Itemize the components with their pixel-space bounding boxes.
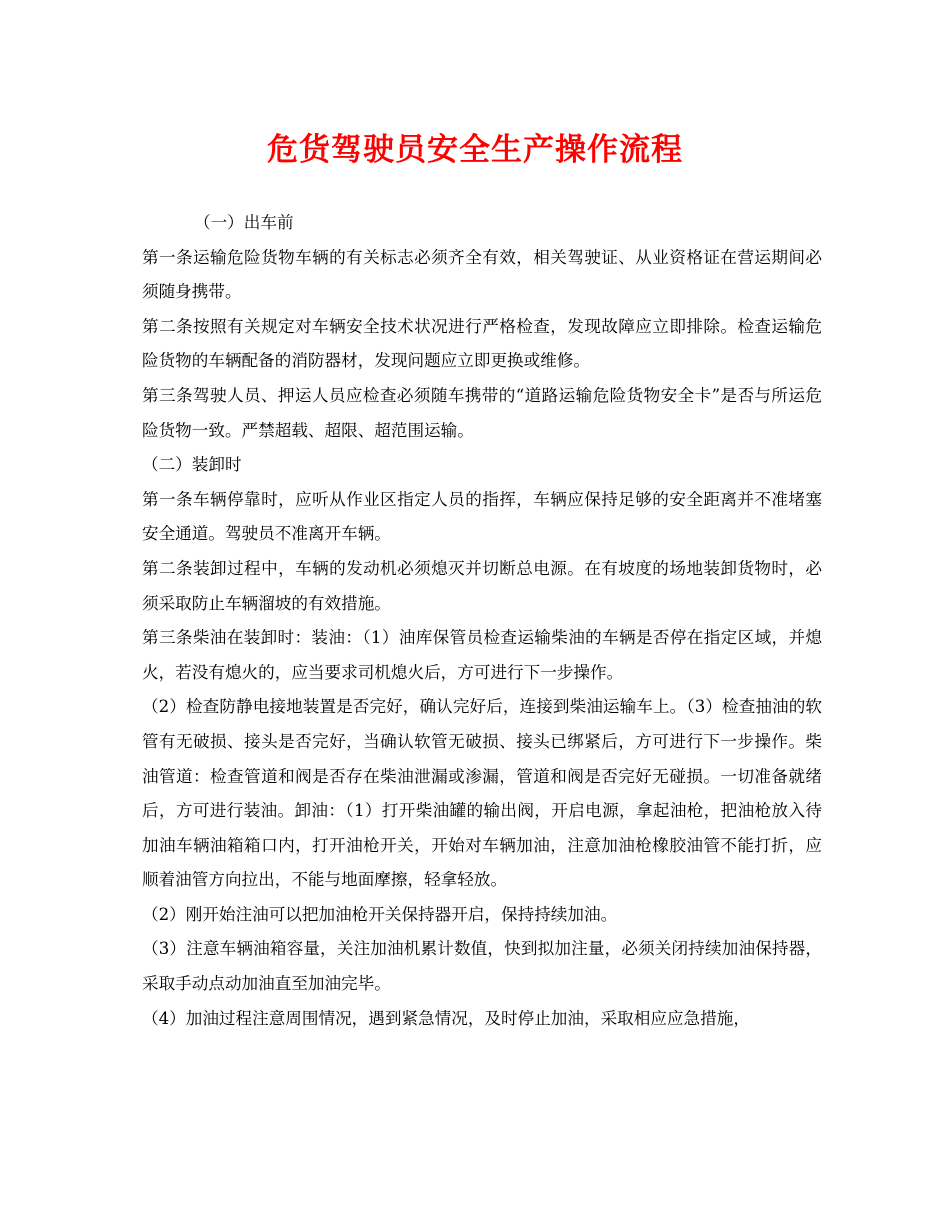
paragraph: （3）注意车辆油箱容量，关注加油机累计数值，快到拟加注量，必须关闭持续加油保持器，采取手动点动加油直至加油完毕。: [142, 939, 822, 994]
paragraph: 第二条装卸过程中，车辆的发动机必须熄灭并切断总电源。在有坡度的场地装卸货物时，必须采取防止车辆溜坡的有效措施。: [142, 558, 822, 613]
paragraph: 第一条运输危险货物车辆的有关标志必须齐全有效，相关驾驶证、从业资格证在营运期间必须随身携带。: [142, 247, 822, 302]
paragraph: （4）加油过程注意周围情况，遇到紧急情况，及时停止加油，采取相应应急措施，: [142, 1008, 750, 1028]
section-heading-before-departure: （一）出车前: [194, 213, 294, 232]
paragraph: 第三条柴油在装卸时：装油：（1）油库保管员检查运输柴油的车辆是否停在指定区域，并熄火，若没有熄火的，应当要求司机熄火后，方可进行下一步操作。: [142, 628, 822, 682]
paragraph: 第二条按照有关规定对车辆安全技术状况进行严格检查，发现故障应立即排除。检查运输危险货物的车辆配备的消防器材，发现问题应立即更换或维修。: [142, 316, 822, 371]
paragraph: （2）刚开始注油可以把加油枪开关保持器开启，保持持续加油。: [142, 904, 618, 924]
paragraph: （2）检查防静电接地装置是否完好，确认完好后，连接到柴油运输车上。（3）检查抽油的软管有无破损、接头是否完好，当确认软管无破损、接头已绑紧后，方可进行下一步操作。柴油管道：检查管道和阀是否存在柴油泄漏或渗漏，管道和阀是否完好无碰损。一切准备就绪后，方可进行装油。卸油：（1）打开柴油罐的输出阀，开启电源，拿起油枪，把油枪放入待加油车辆油箱箱口内，打开油枪开关，开始对车辆加油，注意加油枪橡胶油管不能打折，应顺着油管方向拉出，不能与地面摩擦，轻拿轻放。: [142, 697, 822, 890]
section-heading-loading-unloading: （二）装卸时: [142, 455, 242, 475]
document-title: 危货驾驶员安全生产操作流程: [267, 132, 683, 168]
document-body: [142, 206, 822, 1036]
paragraph: 第一条车辆停靠时，应听从作业区指定人员的指挥，车辆应保持足够的安全距离并不准堵塞安全通道。驾驶员不准离开车辆。: [142, 489, 822, 544]
paragraph: 第三条驾驶人员、押运人员应检查必须随车携带的“道路运输危险货物安全卡”是否与所运危险货物一致。严禁超载、超限、超范围运输。: [142, 385, 822, 440]
